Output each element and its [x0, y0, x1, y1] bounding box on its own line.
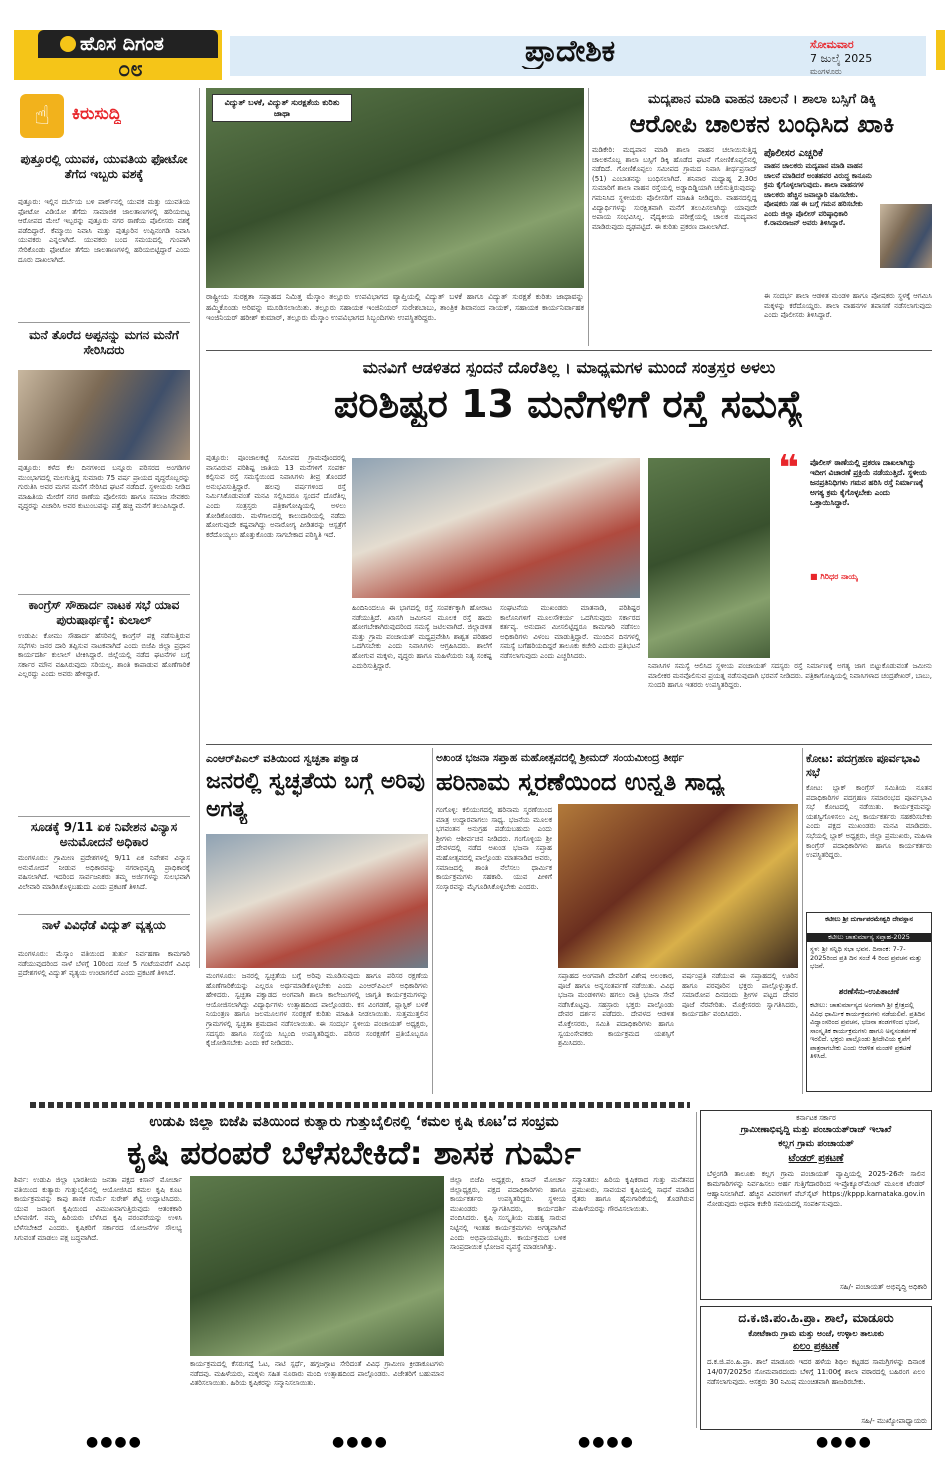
- krishi-story: [14, 1112, 694, 1428]
- krishi-body-3: ಜಿಲ್ಲಾ ಬಿಜೆಪಿ ಅಧ್ಯಕ್ಷರು, ಕಿಸಾನ್ ಮೋರ್ಚಾ ಜಿಲ್ಲಾಧ್ಯಕ್ಷರು, ಪಕ್ಷದ ಪದಾಧಿಕಾರಿಗಳು ಹಾಗೂ ಕಾರ್ಯಕರ್ತರು ಉಪಸ್ಥಿತರಿದ್ದರು. ಸ್ಥಳೀಯ ಮುಖಂಡರು ಸ್ವಾಗತಿಸಿದರು, ಕಾರ್ಯದರ್ಶಿ ವಂದಿಸಿದರು. ಕೃಷಿ ಸಂಸ್ಕೃತಿಯ ಮಹತ್ವ ಸಾರುವ ನಿಟ್ಟಿನಲ್ಲಿ ಇಂತಹ ಕಾರ್ಯಕ್ರಮಗಳು ಅಗತ್ಯವಾಗಿವೆ ಎಂದು ಅಭಿಪ್ರಾಯಪಟ್ಟರು. ಕಾರ್ಯಕ್ರಮದ ಬಳಿಕ ಸಾಂಪ್ರದಾಯಿಕ ಭೋಜನ ವ್ಯವಸ್ಥೆ ಮಾಡಲಾಗಿತ್ತು.: [450, 1176, 566, 1252]
- kirusuddi-column: [14, 88, 194, 978]
- mescom-tag: ವಿದ್ಯುತ್ ಬಳಕೆ, ವಿದ್ಯುತ್ ಸುರಕ್ಷತೆಯ ಕುರಿತು ಜಾಥಾ: [212, 94, 352, 122]
- mescom-story: [206, 88, 584, 346]
- notice-heading-2: ಶರಣೆಸೆನು-ಉಪಿತಾಚಣೆ: [838, 987, 900, 996]
- column-divider: [802, 748, 803, 1094]
- bhajana-kicker: ಅಖಂಡ ಭಜನಾ ಸಪ್ತಾಹ ಮಹೋತ್ಸವದಲ್ಲಿ ಶ್ರೀಮದ್ ಸಂಯಮೀಂದ್ರ ತೀರ್ಥ: [436, 752, 684, 764]
- quote-text: ಪೊಲೀಸ್ ಠಾಣೆಯಲ್ಲಿ ಪ್ರಕರಣ ದಾಖಲಾಗಿದ್ದು ಇದೀಗ ವಿಚಾರಣೆ ಪ್ರಕ್ರಿಯೆ ನಡೆಯುತ್ತಿದೆ. ಸ್ಥಳೀಯ ಜನಪ್ರತಿನಿಧಿಗಳು ಗಮನ ಹರಿಸಿ ರಸ್ತೆ ನಿರ್ಮಾಣಕ್ಕೆ ಅಗತ್ಯ ಕ್ರಮ ಕೈಗೊಳ್ಳಬೇಕು ಎಂದು ಒತ್ತಾಯಿಸಿದ್ದಾರೆ.: [810, 458, 927, 507]
- bottom-divider: [30, 1102, 690, 1108]
- quote-mark-icon: ❝: [778, 454, 800, 489]
- column-divider: [696, 1112, 697, 1428]
- bus-story: [592, 88, 932, 346]
- ad-body: ಬೆಳ್ತಂಗಡಿ ತಾಲೂಕು ಕಲ್ಲಗ ಗ್ರಾಮ ಪಂಚಾಯತ್ ವ್ಯಾಪ್ತಿಯಲ್ಲಿ 2025-26ನೇ ಸಾಲಿನ ಕಾಮಗಾರಿಗಳನ್ನು ನಿರ್ವಹಿಸಲು ಅರ್ಹ ಗುತ್ತಿಗೆದಾರರಿಂದ ಇ-ಪ್ರೊಕ್ಯೂರ್‌ಮೆಂಟ್ ಮೂಲಕ ಟೆಂಡರ್ ಆಹ್ವಾನಿಸಲಾಗಿದೆ. ಹೆಚ್ಚಿನ ವಿವರಗಳಿಗೆ ವೆಬ್‌ಸೈಟ್ https://kppp.karnataka.gov.in ನೋಡುವುದು ಅಥವಾ ಕಚೇರಿ ಸಮಯದಲ್ಲಿ ಸಂಪರ್ಕಿಸುವುದು.: [707, 1170, 925, 1208]
- brand-name: ಹೊಸ ದಿಗಂತ: [80, 33, 164, 55]
- divider: [18, 594, 190, 595]
- notice-body-2: ಕಟೀಲು: ಚಾತುರ್ಮಾಸ್ಯದ ಅಂಗವಾಗಿ ಶ್ರೀ ಕ್ಷೇತ್ರದಲ್ಲಿ ವಿವಿಧ ಧಾರ್ಮಿಕ ಕಾರ್ಯಕ್ರಮಗಳು ನಡೆಯಲಿವೆ. ಪ್ರತಿದಿನ ವಿದ್ವಾಂಸರಿಂದ ಪ್ರವಚನ, ಭಜನಾ ತಂಡಗಳಿಂದ ಭಜನೆ, ಸಾಂಸ್ಕೃತಿಕ ಕಾರ್ಯಕ್ರಮಗಳು ಹಾಗೂ ಅನ್ನಸಂತರ್ಪಣೆ ಇರಲಿದೆ. ಭಕ್ತರು ಪಾಲ್ಗೊಂಡು ಶ್ರೀದೇವಿಯ ಕೃಪೆಗೆ ಪಾತ್ರರಾಗಬೇಕು ಎಂದು ಆಡಳಿತ ಮಂಡಳಿ ಪ್ರಕಟಣೆ ತಿಳಿಸಿದೆ.: [810, 1001, 926, 1060]
- quote-box: [778, 454, 932, 658]
- brief-3-title: ಕಾಂಗ್ರೆಸ್ ಸೌಹಾರ್ದ ನಾಟಕ ಸಭೆ ಯಾವ ಪುರುಷಾರ್ಥಕ್ಕೆ: ಕುಲಾಲ್: [28, 598, 180, 627]
- bhajana-body-1: ಗಂಗೊಳ್ಳಿ: ಕಲಿಯುಗದಲ್ಲಿ ಹರಿನಾಮ ಸ್ಮರಣೆಯಿಂದ ಮಾತ್ರ ಉದ್ಧಾರವಾಗಲು ಸಾಧ್ಯ. ಭಜನೆಯ ಮೂಲಕ ಭಗವಂತನ ಅನುಗ್ರಹ ಪಡೆಯಬಹುದು ಎಂದು ಶ್ರೀಗಳು ಆಶೀರ್ವಚನ ನೀಡಿದರು. ಗಂಗೊಳ್ಳಿಯ ಶ್ರೀ ದೇವಳದಲ್ಲಿ ನಡೆದ ಅಖಂಡ ಭಜನಾ ಸಪ್ತಾಹ ಮಹೋತ್ಸವದಲ್ಲಿ ಪಾಲ್ಗೊಂಡು ಮಾತನಾಡಿದ ಅವರು, ಸಮಾಜದಲ್ಲಿ ಶಾಂತಿ ನೆಲೆಸಲು ಧಾರ್ಮಿಕ ಕಾರ್ಯಕ್ರಮಗಳು ಸಹಕಾರಿ. ಯುವ ಪೀಳಿಗೆ ಸಂಸ್ಕಾರವನ್ನು ಮೈಗೂಡಿಸಿಕೊಳ್ಳಬೇಕು ಎಂದರು.: [436, 806, 552, 891]
- issue-day: ಸೋಮವಾರ: [810, 38, 854, 51]
- clean-photo: [206, 834, 428, 968]
- ad2-sign: ಸಹಿ/- ಮುಖ್ಯೋಪಾಧ್ಯಾಯರು: [861, 1417, 927, 1425]
- bhajana-body-3: ವರ್ಷಂಪ್ರತಿ ನಡೆಯುವ ಈ ಸಪ್ತಾಹದಲ್ಲಿ ಊರಿನ ಹಾಗೂ ಪರವೂರಿನ ಭಕ್ತರು ಪಾಲ್ಗೊಳ್ಳುತ್ತಾರೆ. ಸಮಾರೋಪ ದಿನದಂದು ಶ್ರೀಗಳ ಪಟ್ಟದ ದೇವರ ಪೂಜೆ ನೆರವೇರಿತು. ಮೊಕ್ತೇಸರರು ಸ್ವಾಗತಿಸಿದರು, ಕಾರ್ಯದರ್ಶಿ ವಂದಿಸಿದರು.: [682, 972, 798, 1019]
- krishi-body-4: ಸನ್ಮಾನಿತರು: ಹಿರಿಯ ಕೃಷಿಕರಾದ ಗುತ್ತು ಮನೆತನದ ಪ್ರಮುಖರು, ಸಾವಯವ ಕೃಷಿಯಲ್ಲಿ ಸಾಧನೆ ಮಾಡಿದ ರೈತರು ಹಾಗೂ ಹೈನುಗಾರಿಕೆಯಲ್ಲಿ ತೊಡಗಿರುವ ಮಹಿಳೆಯರನ್ನು ಗೌರವಿಸಲಾಯಿತು.: [572, 1176, 694, 1213]
- police-box-body-2: ಈ ಸಂದರ್ಭ ಶಾಲಾ ಆಡಳಿತ ಮಂಡಳಿ ಹಾಗೂ ಪೋಷಕರು ಸ್ಥಳಕ್ಕೆ ಆಗಮಿಸಿ ಮಕ್ಕಳನ್ನು ಕರೆದೊಯ್ದರು. ಶಾಲಾ ವಾಹನಗಳ ತಪಾಸಣೆ ನಡೆಸಲಾಗುವುದು ಎಂದು ಪೊಲೀಸರು ತಿಳಿಸಿದ್ದಾರೆ.: [764, 292, 932, 320]
- police-box: [764, 148, 932, 288]
- notice-subtitle: ಕಟೀಲು ಶ್ರೀ ದುರ್ಗಾಪರಮೇಶ್ವರಿ ದೇವಸ್ಥಾನ: [825, 915, 913, 923]
- ad2-body: ದ.ಕ.ಜಿ.ಪಂ.ಹಿ.ಪ್ರಾ. ಶಾಲೆ ಮಾಡೂರು ಇದರ ಹಳೆಯ ಶಿಥಿಲ ಕಟ್ಟಡದ ಸಾಮಗ್ರಿಗಳನ್ನು ದಿನಾಂಕ 14/07/2025ರ ಸೋಮವಾರದಂದು ಬೆಳಿಗ್ಗೆ 11:00ಕ್ಕೆ ಶಾಲಾ ವಠಾರದಲ್ಲಿ ಬಹಿರಂಗ ಏಲಂ ನಡೆಸಲಾಗುವುದು. ಆಸಕ್ತರು 30 ನಿಮಿಷ ಮುಂಚಿತವಾಗಿ ಹಾಜರಿರಬೇಕು.: [707, 1358, 925, 1386]
- section-divider: [206, 744, 932, 745]
- issue-city: ಮಂಗಳೂರು: [810, 67, 842, 76]
- footer-dots-2: ●●●●: [332, 1434, 389, 1450]
- bus-body: ಮಡಿಕೇರಿ: ಮದ್ಯಪಾನ ಮಾಡಿ ಶಾಲಾ ವಾಹನ ಚಲಾಯಿಸುತ್ತಿದ್ದ ಚಾಲಕನೊಬ್ಬ ಶಾಲಾ ಬಸ್ಸಿಗೆ ಡಿಕ್ಕಿ ಹೊಡೆದ ಘಟನೆ ಗೋಣಿಕೊಪ್ಪಲಿನಲ್ಲಿ ನಡೆದಿದೆ. ಗೋಣಿಕೊಪ್ಪಲು ಸಮೀಪದ ಗ್ರಾಮದ ನಿವಾಸಿ ತೀರ್ಥಪ್ರಸಾದ್ (51) ಎಂಬಾತನನ್ನು ಬಂಧಿಸಲಾಗಿದೆ. ಶನಿವಾರ ಮಧ್ಯಾಹ್ನ 2.30ರ ಸುಮಾರಿಗೆ ಶಾಲಾ ವಾಹನ ರಸ್ತೆಯಲ್ಲಿ ಅಡ್ಡಾದಿಡ್ಡಿಯಾಗಿ ಚಲಿಸುತ್ತಿರುವುದನ್ನು ಗಮನಿಸಿದ ಸ್ಥಳೀಯರು ಪೊಲೀಸರಿಗೆ ಮಾಹಿತಿ ನೀಡಿದ್ದರು. ವಾಹನದಲ್ಲಿದ್ದ ವಿದ್ಯಾರ್ಥಿಗಳನ್ನು ಸುರಕ್ಷಿತವಾಗಿ ಮನೆಗೆ ತಲುಪಿಸಲಾಗಿದ್ದು ಯಾವುದೇ ಅಪಾಯ ಸಂಭವಿಸಿಲ್ಲ. ವೈದ್ಯಕೀಯ ಪರೀಕ್ಷೆಯಲ್ಲಿ ಚಾಲಕ ಮದ್ಯಪಾನ ಮಾಡಿರುವುದು ದೃಢಪಟ್ಟಿದೆ. ಈ ಕುರಿತು ಪ್ರಕರಣ ದಾಖಲಾಗಿದೆ.: [592, 146, 757, 231]
- ad-subtitle: ಕಲ್ಲಗ ಗ್ರಾಮ ಪಂಚಾಯತ್: [778, 1139, 854, 1149]
- krishi-kicker: ಉಡುಪಿ ಜಿಲ್ಲಾ ಬಿಜೆಪಿ ವತಿಯಿಂದ ಕುತ್ಯಾರು ಗುತ್ತುಬೈಲಿನಲ್ಲಿ ‘ಕಮಲ ಕೃಷಿ ಕೂಟ’ದ ಸಂಭ್ರಮ: [149, 1114, 559, 1130]
- footer-dots-4: ●●●●: [816, 1434, 873, 1450]
- brief-1-title: ಪುತ್ತೂರಲ್ಲಿ ಯುವಕ, ಯುವತಿಯ ಫೋಟೋ ತೆಗೆದ ಇಬ್ಬರು ವಶಕ್ಕೆ: [20, 152, 188, 181]
- clean-headline: ಜನರಲ್ಲಿ ಸ್ವಚ್ಛತೆಯ ಬಗ್ಗೆ ಅರಿವು ಅಗತ್ಯ: [206, 769, 425, 822]
- divider: [18, 322, 190, 323]
- masthead: [0, 0, 945, 82]
- page-number: ೦೮: [118, 57, 143, 82]
- brief-1-body: ಪುತ್ತೂರು: ಇಲ್ಲಿನ ದರ್ಬೆಯ ಬಳಿ ಪಾರ್ಕ್‌ನಲ್ಲಿ ಯುವಕ ಮತ್ತು ಯುವತಿಯ ಫೋಟೋ ವಿಡಿಯೋ ತೆಗೆದು ಸಾಮಾಜಿಕ ಜಾಲತಾಣಗಳಲ್ಲಿ ಹರಿಯಬಿಟ್ಟ ಆರೋಪದ ಮೇಲೆ ಇಬ್ಬರನ್ನು ಪುತ್ತೂರು ನಗರ ಠಾಣೆಯ ಪೊಲೀಸರು ವಶಕ್ಕೆ ಪಡೆದಿದ್ದಾರೆ. ಕೆಮ್ಮಾಯಿ ನಿವಾಸಿ ಮತ್ತು ಪುತ್ತೂರಿನ ಉಪ್ಪಿನಂಗಡಿ ನಿವಾಸಿ ಯುವಕರು ಎನ್ನಲಾಗಿದೆ. ಯುವಕರು ಬಂದ ಸಮಯದಲ್ಲಿ ಗುಂಪಾಗಿ ಸೇರಿಕೊಂಡು ಫೋಟೋ ತೆಗೆದು ಜಾಲತಾಣಗಳಲ್ಲಿ ಹರಿಯಬಿಟ್ಟಿದ್ದಾರೆ ಎಂದು ದೂರು ದಾಖಲಾಗಿದೆ.: [18, 198, 190, 264]
- clean-story: [206, 748, 428, 970]
- column-divider: [432, 748, 433, 1094]
- bhajana-body-2: ಸಪ್ತಾಹದ ಅಂಗವಾಗಿ ದೇವರಿಗೆ ವಿಶೇಷ ಅಲಂಕಾರ, ಪೂಜೆ ಹಾಗೂ ಅನ್ನಸಂತರ್ಪಣೆ ನಡೆಯಿತು. ವಿವಿಧ ಭಜನಾ ಮಂಡಳಿಗಳು ಹಗಲು ರಾತ್ರಿ ಭಜನಾ ಸೇವೆ ನಡೆಸಿಕೊಟ್ಟವು. ಸಹಸ್ರಾರು ಭಕ್ತರು ಪಾಲ್ಗೊಂಡು ದೇವರ ದರ್ಶನ ಪಡೆದರು. ದೇವಳದ ಆಡಳಿತ ಮೊಕ್ತೇಸರರು, ಸಮಿತಿ ಪದಾಧಿಕಾರಿಗಳು ಹಾಗೂ ಸ್ವಯಂಸೇವಕರು ಕಾರ್ಯಕ್ರಮದ ಯಶಸ್ಸಿಗೆ ಶ್ರಮಿಸಿದರು.: [558, 972, 674, 1048]
- road-story: [206, 354, 932, 740]
- road-body-4: ನಿವಾಸಿಗಳ ಸಮಸ್ಯೆ ಆಲಿಸಿದ ಸ್ಥಳೀಯ ಪಂಚಾಯತ್ ಸದಸ್ಯರು ರಸ್ತೆ ನಿರ್ಮಾಣಕ್ಕೆ ಅಗತ್ಯ ಜಾಗ ಬಿಟ್ಟುಕೊಡುವಂತೆ ಜಮೀನು ಮಾಲೀಕರ ಮನವೊಲಿಸುವ ಪ್ರಯತ್ನ ನಡೆಸುವುದಾಗಿ ಭರವಸೆ ನೀಡಿದರು. ಪತ್ರಿಕಾಗೋಷ್ಠಿಯಲ್ಲಿ ನಿವಾಸಿಗಳಾದ ಚಂದ್ರಶೇಖರ್, ಬಾಬು, ಸುಂದರಿ ಹಾಗೂ ಇತರರು ಉಪಸ್ಥಿತರಿದ್ದರು.: [648, 662, 932, 690]
- brand-tab: [38, 30, 218, 58]
- brief-5-body: ಮಂಗಳೂರು: ಮೆಸ್ಕಾಂ ವತಿಯಿಂದ ತುರ್ತು ನಿರ್ವಹಣಾ ಕಾಮಗಾರಿ ನಡೆಯುವುದರಿಂದ ನಾಳೆ ಬೆಳಗ್ಗೆ 10ರಿಂದ ಸಂಜೆ 5 ಗಂಟೆಯವರೆಗೆ ವಿವಿಧ ಪ್ರದೇಶಗಳಲ್ಲಿ ವಿದ್ಯುತ್ ವ್ಯತ್ಯಯ ಉಂಟಾಗಲಿದೆ ಎಂದು ಪ್ರಕಟಣೆ ತಿಳಿಸಿದೆ.: [18, 950, 190, 978]
- police-box-title: ಪೊಲೀಸರ ಎಚ್ಚರಿಕೆ: [764, 148, 823, 159]
- forest-path-photo: [648, 458, 770, 658]
- ad2-subtitle: ಕೋಟೆಕಾರು ಗ್ರಾಮ ಮತ್ತು ಅಂಚೆ, ಉಳ್ಳಾಲ ತಾಲೂಕು: [748, 1329, 884, 1338]
- ad2-title: ದ.ಕ.ಜಿ.ಪಂ.ಹಿ.ಪ್ರಾ. ಶಾಲೆ, ಮಾಡೂರು: [738, 1311, 894, 1325]
- divider: [18, 914, 190, 915]
- section-divider: [206, 350, 932, 351]
- road-body-2: ಹಿಂದಿನಿಂದಲೂ ಈ ಭಾಗದಲ್ಲಿ ರಸ್ತೆ ಸಂಪರ್ಕಕ್ಕಾಗಿ ಹೋರಾಟ ನಡೆಯುತ್ತಿದೆ. ಖಾಸಗಿ ಜಮೀನಿನ ಮೂಲಕ ರಸ್ತೆ ಹಾದು ಹೋಗಬೇಕಾಗಿರುವುದರಿಂದ ಸಮಸ್ಯೆ ಜಟಿಲವಾಗಿದೆ. ಜಿಲ್ಲಾಡಳಿತ ಮತ್ತು ಗ್ರಾಮ ಪಂಚಾಯತ್ ಮಧ್ಯಪ್ರವೇಶಿಸಿ ಶಾಶ್ವತ ಪರಿಹಾರ ಒದಗಿಸಬೇಕು ಎಂದು ನಿವಾಸಿಗಳು ಆಗ್ರಹಿಸಿದರು. ಶಾಲೆಗೆ ಹೋಗುವ ಮಕ್ಕಳು, ವೃದ್ಧರು ಹಾಗೂ ಮಹಿಳೆಯರು ನಿತ್ಯ ಸಂಕಷ್ಟ ಎದುರಿಸುತ್ತಿದ್ದಾರೆ.: [352, 604, 492, 670]
- badge-label: ಕಿರುಸುದ್ದಿ: [72, 104, 122, 124]
- brief-5-title: ನಾಳೆ ವಿವಿಧೆಡೆ ವಿದ್ಯುತ್ ವ್ಯತ್ಯಯ: [42, 918, 166, 932]
- kirusuddi-badge: [20, 94, 188, 144]
- footer-dots-3: ●●●●: [578, 1434, 635, 1450]
- issue-date: 7 ಜುಲೈ 2025: [810, 52, 873, 65]
- footer-dots-1: ●●●●: [86, 1434, 143, 1450]
- ad-sign: ಸಹಿ/- ಪಂಚಾಯತ್ ಅಭಿವೃದ್ಧಿ ಅಧಿಕಾರಿ: [839, 1283, 927, 1291]
- deity-photo: [558, 804, 798, 968]
- krishi-body-2: ಕಾರ್ಯಕ್ರಮದಲ್ಲಿ ಕೆಸರುಗದ್ದೆ ಓಟ, ನಾಟಿ ಸ್ಪರ್ಧೆ, ಹಗ್ಗಜಗ್ಗಾಟ ಸೇರಿದಂತೆ ವಿವಿಧ ಗ್ರಾಮೀಣ ಕ್ರೀಡಾಕೂಟಗಳು ನಡೆದವು. ಮಹಿಳೆಯರು, ಮಕ್ಕಳು ಸಹಿತ ನೂರಾರು ಮಂದಿ ಉತ್ಸಾಹದಿಂದ ಪಾಲ್ಗೊಂಡರು. ವಿಜೇತರಿಗೆ ಬಹುಮಾನ ವಿತರಿಸಲಾಯಿತು. ಹಿರಿಯ ಕೃಷಿಕರನ್ನು ಸನ್ಮಾನಿಸಲಾಯಿತು.: [190, 1360, 444, 1388]
- ad-title: ಗ್ರಾಮೀಣಾಭಿವೃದ್ಧಿ ಮತ್ತು ಪಂಚಾಯತ್‌ರಾಜ್ ಇಲಾಖೆ: [740, 1125, 892, 1135]
- kota-story: [806, 748, 932, 1094]
- clean-kicker: ಎಂಆರ್‌ಪಿಎಲ್ ವತಿಯಿಂದ ಸ್ವಚ್ಛತಾ ಪಕ್ವಾಡ: [206, 752, 359, 765]
- column-divider: [588, 88, 589, 346]
- tender-ad: [700, 1110, 932, 1300]
- bus-headline: ಆರೋಪಿ ಚಾಲಕನ ಬಂಧಿಸಿದ ಖಾಕಿ: [629, 110, 895, 138]
- ad-gov-label: ಕರ್ನಾಟಕ ಸರ್ಕಾರ: [796, 1114, 836, 1122]
- bhajana-story: [436, 748, 798, 1094]
- kota-headline: ಕೋಟ: ಪದಗ್ರಹಣ ಪೂರ್ವಭಾವಿ ಸಭೆ: [806, 752, 920, 779]
- corner-marker: [936, 30, 945, 70]
- bus-kicker: ಮದ್ಯಪಾನ ಮಾಡಿ ವಾಹನ ಚಾಲನೆ । ಶಾಲಾ ಬಸ್ಸಿಗೆ ಡಿಕ್ಕಿ: [647, 92, 877, 107]
- logo-icon: [60, 36, 76, 52]
- krishi-photo: [190, 1176, 444, 1356]
- road-headline: ಪರಿಶಿಷ್ಟರ 13 ಮನೆಗಳಿಗೆ ರಸ್ತೆ ಸಮಸ್ಯೆ: [333, 382, 805, 426]
- road-kicker: ಮನವಿಗೆ ಆಡಳಿತದ ಸ್ಪಂದನೆ ದೊರೆತಿಲ್ಲ । ಮಾಧ್ಯಮಗಳ ಮುಂದೆ ಸಂತ್ರಸ್ತರ ಅಳಲು: [362, 358, 776, 377]
- auction-ad: [700, 1306, 932, 1430]
- brief-4-title: ಸೂಡಕ್ಕೆ 9/11 ಏಕ ನಿವೇಶನ ವಿನ್ಯಾಸ ಅನುಮೋದನೆ ಅಧಿಕಾರ: [30, 820, 178, 849]
- road-body-3: ಸಂಘಟನೆಯ ಮುಖಂಡರು ಮಾತನಾಡಿ, ಪರಿಶಿಷ್ಟರ ಕಾಲೊನಿಗಳಿಗೆ ಮೂಲಸೌಕರ್ಯ ಒದಗಿಸುವುದು ಸರ್ಕಾರದ ಕರ್ತವ್ಯ. ಅನುದಾನ ಮೀಸಲಿಟ್ಟಿದ್ದರೂ ಕಾಮಗಾರಿ ನಡೆಸಲು ಅಧಿಕಾರಿಗಳು ವಿಳಂಬ ಮಾಡುತ್ತಿದ್ದಾರೆ. ಮುಂದಿನ ದಿನಗಳಲ್ಲಿ ಸಮಸ್ಯೆ ಬಗೆಹರಿಯದಿದ್ದರೆ ತಾಲೂಕು ಕಚೇರಿ ಎದುರು ಪ್ರತಿಭಟನೆ ನಡೆಸಲಾಗುವುದು ಎಂದು ಎಚ್ಚರಿಸಿದರು.: [500, 604, 640, 660]
- katil-notice: [806, 912, 932, 1092]
- ad-type: ಟೆಂಡರ್ ಪ್ರಕಟಣೆ: [788, 1153, 844, 1164]
- section-title: ಪ್ರಾದೇಶಿಕ: [524, 34, 616, 69]
- krishi-body-1: ಶಿರ್ವ: ಉಡುಪಿ ಜಿಲ್ಲಾ ಭಾರತೀಯ ಜನತಾ ಪಕ್ಷದ ಕಿಸಾನ್ ಮೋರ್ಚಾ ವತಿಯಿಂದ ಕುತ್ಯಾರು ಗುತ್ತುಬೈಲಿನಲ್ಲಿ ಆಯೋಜಿಸಿದ ಕಮಲ ಕೃಷಿ ಕೂಟ ಕಾರ್ಯಕ್ರಮವನ್ನು ಕಾಪು ಶಾಸಕ ಗುರ್ಮೆ ಸುರೇಶ್ ಶೆಟ್ಟಿ ಉದ್ಘಾಟಿಸಿದರು. ಯುವ ಜನಾಂಗ ಕೃಷಿಯಿಂದ ವಿಮುಖವಾಗುತ್ತಿರುವುದು ಆತಂಕಕಾರಿ ಬೆಳವಣಿಗೆ. ನಮ್ಮ ಹಿರಿಯರು ಬೆಳೆಸಿದ ಕೃಷಿ ಪರಂಪರೆಯನ್ನು ಉಳಿಸಿ ಬೆಳೆಸಬೇಕಿದೆ ಎಂದರು. ಕೃಷಿಕರಿಗೆ ಸರ್ಕಾರದ ಯೋಜನೆಗಳ ಸೌಲಭ್ಯ ಸಿಗುವಂತೆ ಮಾಡಲು ಪಕ್ಷ ಬದ್ಧವಾಗಿದೆ.: [14, 1176, 182, 1242]
- notice-title: ಕಟೀಲು ಚಾತುರ್ಮಾಸ್ಯ ಸಪ್ತಾಹ-2025: [807, 933, 931, 942]
- brief-4-body: ಮಂಗಳೂರು: ಗ್ರಾಮೀಣ ಪ್ರದೇಶಗಳಲ್ಲಿ 9/11 ಏಕ ನಿವೇಶನ ವಿನ್ಯಾಸ ಅನುಮೋದನೆ ನೀಡುವ ಅಧಿಕಾರವನ್ನು ನಗರಾಭಿವೃದ್ಧಿ ಪ್ರಾಧಿಕಾರಕ್ಕೆ ವಹಿಸಲಾಗಿದೆ. ಇದರಿಂದ ಸಾರ್ವಜನಿಕರು ತಮ್ಮ ಅರ್ಜಿಗಳನ್ನು ಸುಲಭವಾಗಿ ವಿಲೇವಾರಿ ಮಾಡಿಸಿಕೊಳ್ಳಬಹುದು ಎಂದು ಪ್ರಕಟಣೆ ತಿಳಿಸಿದೆ.: [18, 854, 190, 891]
- brief-3-body: ಉಡುಪಿ: ಕೋಮು ಸೌಹಾರ್ದ ಹೆಸರಿನಲ್ಲಿ ಕಾಂಗ್ರೆಸ್ ಪಕ್ಷ ನಡೆಸುತ್ತಿರುವ ಸಭೆಗಳು ಜನರ ದಾರಿ ತಪ್ಪಿಸುವ ನಾಟಕವಾಗಿದೆ ಎಂದು ಬಿಜೆಪಿ ಜಿಲ್ಲಾ ಪ್ರಧಾನ ಕಾರ್ಯದರ್ಶಿ ಕುಲಾಲ್ ಟೀಕಿಸಿದ್ದಾರೆ. ಜಿಲ್ಲೆಯಲ್ಲಿ ನಡೆದ ಘಟನೆಗಳ ಬಗ್ಗೆ ಸರ್ಕಾರ ಮೌನ ವಹಿಸಿರುವುದು ಸರಿಯಲ್ಲ. ಶಾಂತಿ ಕಾಪಾಡುವ ಹೊಣೆಗಾರಿಕೆ ಎಲ್ಲರದ್ದು ಎಂದು ಅವರು ಹೇಳಿದ್ದಾರೆ.: [18, 632, 190, 679]
- press-meet-photo: [352, 458, 640, 598]
- bhajana-headline: ಹರಿನಾಮ ಸ್ಮರಣೆಯಿಂದ ಉನ್ನತಿ ಸಾಧ್ಯ: [436, 768, 725, 796]
- police-officer-photo: [880, 204, 932, 268]
- mescom-caption: ರಾಷ್ಟ್ರೀಯ ಸುರಕ್ಷತಾ ಸಪ್ತಾಹದ ನಿಮಿತ್ತ ಮೆಸ್ಕಾಂ ತಲ್ಲೂರು ಉಪವಿಭಾಗದ ವ್ಯಾಪ್ತಿಯಲ್ಲಿ ವಿದ್ಯುತ್ ಬಳಕೆ ಹಾಗೂ ವಿದ್ಯುತ್ ಸುರಕ್ಷತೆ ಕುರಿತು ಜಾಥಾವನ್ನು ಹಮ್ಮಿಕೊಂಡು ಅರಿವನ್ನು ಮೂಡಿಸಲಾಯಿತು. ತಲ್ಲೂರು ಸಹಾಯಕ ಇಂಜಿನಿಯರ್ ಸುರೇಶಬಾಬು, ತಾಂತ್ರಿಕ ಶಿವಾನಂದ ನಾಯಕ್, ಸಹಾಯಕ ಕಾರ್ಯನಿರ್ವಾಹಕ ಇಂಜಿನಿಯರ್ ಹರೀಶ್ ಕುಮಾರ್, ತಲ್ಲೂರು ಮೆಸ್ಕಾಂ ಉಪವಿಭಾಗದ ಸಿಬ್ಬಂದಿಗಳು ಉಪಸ್ಥಿತರಿದ್ದರು.: [206, 292, 584, 322]
- police-box-body: ವಾಹನ ಚಾಲಕರು ಮದ್ಯಪಾನ ಮಾಡಿ ವಾಹನ ಚಾಲನೆ ಮಾಡಿದರೆ ಅಂತಹವರ ವಿರುದ್ಧ ಕಾನೂನು ಕ್ರಮ ಕೈಗೊಳ್ಳಲಾಗುವುದು. ಶಾಲಾ ವಾಹನಗಳ ಚಾಲಕರು ಹೆಚ್ಚಿನ ಜವಾಬ್ದಾರಿ ವಹಿಸಬೇಕು. ಪೋಷಕರು ಸಹ ಈ ಬಗ್ಗೆ ಗಮನ ಹರಿಸಬೇಕು ಎಂದು ಜಿಲ್ಲಾ ಪೊಲೀಸ್ ವರಿಷ್ಠಾಧಿಕಾರಿ ಕೆ.ರಾಮರಾಜನ್ ಅವರು ತಿಳಿಸಿದ್ದಾರೆ.: [764, 162, 872, 227]
- brief-2-title: ಮನೆ ತೊರೆದ ಅಪ್ಪನನ್ನು ಮಗನ ಮನೆಗೆ ಸೇರಿಸಿದರು: [29, 328, 179, 357]
- road-body-1: ಪುತ್ತೂರು: ಪೂಂಜಾಲಕಟ್ಟೆ ಸಮೀಪದ ಗ್ರಾಮವೊಂದರಲ್ಲಿ ವಾಸವಿರುವ ಪರಿಶಿಷ್ಟ ಜಾತಿಯ 13 ಮನೆಗಳಿಗೆ ಸಂಪರ್ಕ ಕಲ್ಪಿಸುವ ರಸ್ತೆ ಸಮಸ್ಯೆಯಿಂದ ನಿವಾಸಿಗಳು ತೀವ್ರ ತೊಂದರೆ ಅನುಭವಿಸುತ್ತಿದ್ದಾರೆ. ಹಲವು ವರ್ಷಗಳಿಂದ ರಸ್ತೆ ನಿರ್ಮಿಸಿಕೊಡುವಂತೆ ಮನವಿ ಸಲ್ಲಿಸಿದರೂ ಸ್ಪಂದನೆ ದೊರೆತಿಲ್ಲ ಎಂದು ಸಂತ್ರಸ್ತರು ಪತ್ರಿಕಾಗೋಷ್ಠಿಯಲ್ಲಿ ಅಳಲು ತೋಡಿಕೊಂಡರು. ಮಳೆಗಾಲದಲ್ಲಿ ಕಾಲುದಾರಿಯಲ್ಲಿ ನಡೆದು ಹೋಗುವುದೇ ಕಷ್ಟವಾಗಿದ್ದು ಅನಾರೋಗ್ಯ ಪೀಡಿತರನ್ನು ಆಸ್ಪತ್ರೆಗೆ ಕರೆದೊಯ್ಯಲು ಹೊತ್ತುಕೊಂಡು ಸಾಗಬೇಕಾದ ಪರಿಸ್ಥಿತಿ ಇದೆ.: [206, 454, 346, 539]
- brief-2-photo: [18, 370, 190, 460]
- divider: [18, 816, 190, 817]
- notice-body: ಸ್ಥಳ: ಶ್ರೀ ಸನ್ನಿಧಿ ಸಭಾ ಭವನ. ದಿನಾಂಕ: 7-7-2025ರಿಂದ ಪ್ರತಿ ದಿನ ಸಂಜೆ 4 ರಿಂದ ಪ್ರವಚನ ಮತ್ತು ಭಜನೆ.: [810, 945, 922, 970]
- kota-body: ಕೋಟ: ಬ್ಲಾಕ್ ಕಾಂಗ್ರೆಸ್ ಸಮಿತಿಯ ನೂತನ ಪದಾಧಿಕಾರಿಗಳ ಪದಗ್ರಹಣ ಸಮಾರಂಭದ ಪೂರ್ವಭಾವಿ ಸಭೆ ಕೋಟದಲ್ಲಿ ನಡೆಯಿತು. ಕಾರ್ಯಕ್ರಮವನ್ನು ಯಶಸ್ವಿಗೊಳಿಸಲು ಎಲ್ಲ ಕಾರ್ಯಕರ್ತರು ಸಹಕರಿಸಬೇಕು ಎಂದು ಪಕ್ಷದ ಮುಖಂಡರು ಮನವಿ ಮಾಡಿದರು. ಸಭೆಯಲ್ಲಿ ಬ್ಲಾಕ್ ಅಧ್ಯಕ್ಷರು, ಜಿಲ್ಲಾ ಪ್ರಮುಖರು, ಮಹಿಳಾ ಕಾಂಗ್ರೆಸ್ ಪದಾಧಿಕಾರಿಗಳು ಹಾಗೂ ಕಾರ್ಯಕರ್ತರು ಉಪಸ್ಥಿತರಿದ್ದರು.: [806, 784, 932, 860]
- krishi-headline: ಕೃಷಿ ಪರಂಪರೆ ಬೆಳೆಸಬೇಕಿದೆ: ಶಾಸಕ ಗುರ್ಮೆ: [127, 1134, 581, 1172]
- brief-2-body: ಪುತ್ತೂರು: ಕಳೆದ ಕೆಲ ದಿನಗಳಿಂದ ಬನ್ನೂರು ಪರಿಸರದ ಅಂಗಡಿಗಳ ಮುಂಭಾಗದಲ್ಲಿ ಮಲಗುತ್ತಿದ್ದ ಸುಮಾರು 75 ವರ್ಷ ಪ್ರಾಯದ ವೃದ್ಧರೊಬ್ಬರನ್ನು ಗುರುತಿಸಿ ಅವರ ಮಗನ ಮನೆಗೆ ಸೇರಿಸಿದ ಘಟನೆ ನಡೆದಿದೆ. ಸ್ಥಳೀಯರು ನೀಡಿದ ಮಾಹಿತಿಯ ಮೇರೆಗೆ ನಗರ ಠಾಣೆಯ ಪೊಲೀಸರು ಹಾಗೂ ಸಮಾಜ ಸೇವಕರು ವೃದ್ಧರನ್ನು ವಿಚಾರಿಸಿ ಅವರ ಕುಟುಂಬವನ್ನು ಪತ್ತೆ ಹಚ್ಚಿ ಮನೆಗೆ ತಲುಪಿಸಿದ್ದಾರೆ.: [18, 464, 190, 511]
- ad2-type: ಏಲಂ ಪ್ರಕಟಣೆ: [792, 1341, 839, 1352]
- hand-icon: ☝: [20, 94, 64, 138]
- clean-body: ಮಂಗಳೂರು: ಜನರಲ್ಲಿ ಸ್ವಚ್ಛತೆಯ ಬಗ್ಗೆ ಅರಿವು ಮೂಡಿಸುವುದು ಹಾಗೂ ಪರಿಸರ ರಕ್ಷಣೆಯ ಹೊಣೆಗಾರಿಕೆಯನ್ನು ಎಲ್ಲರೂ ಅರ್ಥಮಾಡಿಕೊಳ್ಳಬೇಕು ಎಂದು ಎಂಆರ್‌ಪಿಎಲ್ ಅಧಿಕಾರಿಗಳು ಹೇಳಿದರು. ಸ್ವಚ್ಛತಾ ಪಕ್ವಾಡದ ಅಂಗವಾಗಿ ಶಾಲಾ ಕಾಲೇಜುಗಳಲ್ಲಿ ಜಾಗೃತಿ ಕಾರ್ಯಕ್ರಮಗಳನ್ನು ಆಯೋಜಿಸಲಾಗಿದ್ದು ವಿದ್ಯಾರ್ಥಿಗಳು ಉತ್ಸಾಹದಿಂದ ಪಾಲ್ಗೊಂಡರು. ಕಸ ವಿಂಗಡಣೆ, ಪ್ಲಾಸ್ಟಿಕ್ ಬಳಕೆ ನಿಯಂತ್ರಣ ಹಾಗೂ ಜಲಮೂಲಗಳ ಸಂರಕ್ಷಣೆ ಕುರಿತು ಮಾಹಿತಿ ನೀಡಲಾಯಿತು. ಸುತ್ತಮುತ್ತಲಿನ ಗ್ರಾಮಗಳಲ್ಲಿ ಸ್ವಚ್ಛತಾ ಶ್ರಮದಾನ ನಡೆಸಲಾಯಿತು. ಈ ಸಂದರ್ಭ ಸ್ಥಳೀಯ ಪಂಚಾಯತ್ ಅಧ್ಯಕ್ಷರು, ಸದಸ್ಯರು ಹಾಗೂ ಸಂಸ್ಥೆಯ ಸಿಬ್ಬಂದಿ ಉಪಸ್ಥಿತರಿದ್ದರು. ಪರಿಸರ ಸಂರಕ್ಷಣೆಗೆ ಪ್ರತಿಯೊಬ್ಬರೂ ಕೈಜೋಡಿಸಬೇಕು ಎಂದು ಕರೆ ನೀಡಿದರು.: [206, 972, 428, 1048]
- quote-author: ■ ಗಿರಿಧರ ನಾಯ್ಕ: [810, 572, 858, 581]
- column-divider: [199, 88, 200, 968]
